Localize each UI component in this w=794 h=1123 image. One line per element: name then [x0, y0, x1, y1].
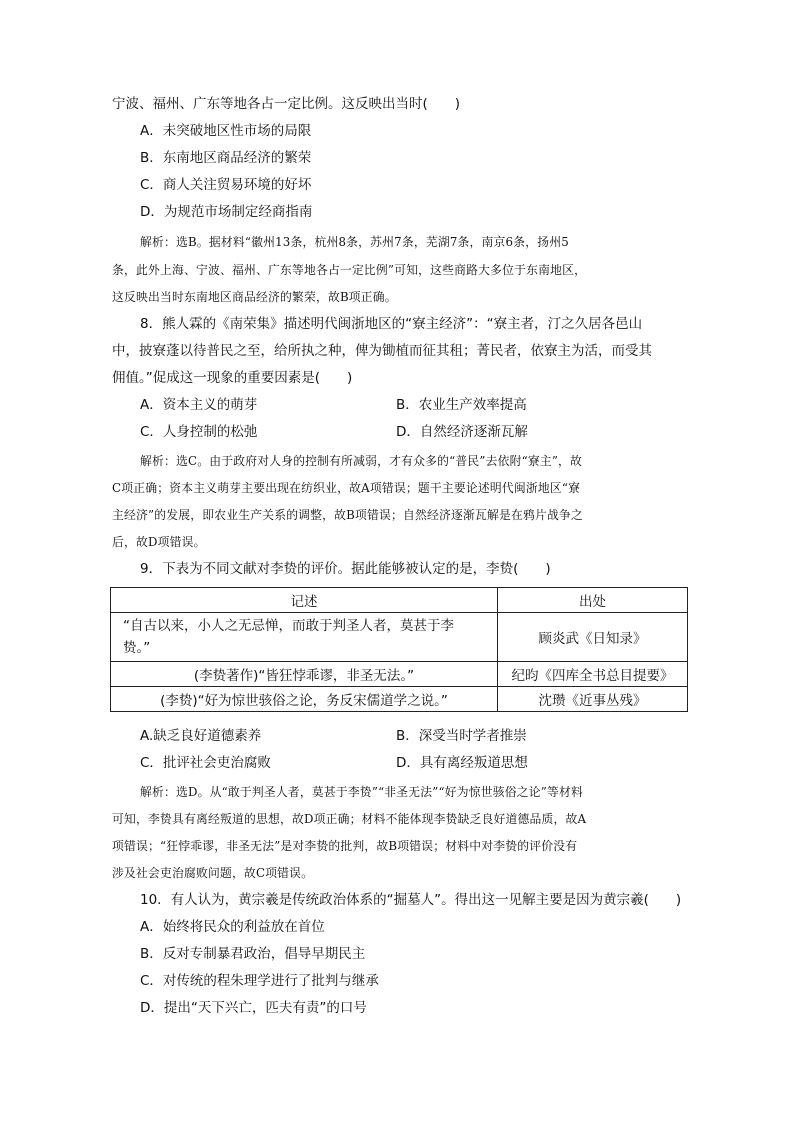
q7-stem-continuation: 宁波、福州、广东等地各占一定比例。这反映出当时( ) [112, 96, 461, 112]
q8-option-b: B．农业生产效率提高 [396, 397, 527, 413]
q7-analysis-line-3: 这反映出当时东南地区商品经济的繁荣，故B项正确。 [112, 290, 397, 304]
q7-option-a: A．未突破地区性市场的局限 [140, 123, 312, 139]
q9-option-c: C．批评社会吏治腐败 [140, 755, 271, 771]
q8-stem-line-2: 中，披寮蓬以待普民之至，给所执之种，俾为锄植而征其租；菁民者，依寮主为活，而受其 [112, 343, 652, 359]
q8-stem-line-3: 佣值。”促成这一现象的重要因素是( ) [112, 370, 353, 386]
q10-option-d: D．提出“天下兴亡，匹夫有责”的口号 [140, 1000, 367, 1016]
table-row [111, 662, 688, 687]
q9-stem: 9．下表为不同文献对李贽的评价。据此能够被认定的是，李贽( ) [140, 561, 551, 577]
table-row [111, 687, 688, 712]
q8-analysis-line-2: C项正确；资本主义萌芽主要出现在纺织业，故A项错误；题干主要论述明代闽浙地区“寮 [112, 481, 581, 495]
table-row [111, 613, 688, 662]
table-cell-record: (李贽著作)“皆狂悖乖谬，非圣无法。” [111, 662, 498, 687]
q10-option-a: A．始终将民众的利益放在首位 [140, 919, 325, 935]
table-cell-record: (李贽)“好为惊世骇俗之论，务反宋儒道学之说。” [111, 687, 498, 712]
q8-option-c: C．人身控制的松弛 [140, 424, 258, 440]
table-header-record: 记述 [111, 588, 498, 613]
q9-analysis-line-2: 可知，李贽具有离经叛道的思想，故D项正确；材料不能体现李贽缺乏良好道德品质，故A [112, 812, 587, 826]
cell-text-line-2: 贽。” [123, 640, 151, 656]
table-header-source: 出处 [498, 588, 688, 613]
table-cell-source: 顾炎武《日知录》 [498, 613, 688, 662]
q9-option-d: D．具有离经叛道思想 [396, 755, 528, 771]
q8-analysis-line-1: 解析：选C。由于政府对人身的控制有所减弱，才有众多的“普民”去依附“寮主”，故 [140, 454, 583, 468]
q7-option-b: B．东南地区商品经济的繁荣 [140, 150, 312, 166]
q8-option-d: D．自然经济逐渐瓦解 [396, 424, 528, 440]
cell-text-line-1: “自古以来，小人之无忌惮，而敢于判圣人者，莫甚于李 [123, 618, 454, 634]
q7-analysis-line-2: 条，此外上海、宁波、福州、广东等地各占一定比例”可知，这些商路大多位于东南地区， [112, 263, 587, 277]
q8-stem-line-1: 8．熊人霖的《南荣集》描述明代闽浙地区的“寮主经济”：“寮主者，汀之久居各邑山 [140, 316, 643, 332]
q7-option-d: D．为规范市场制定经商指南 [140, 204, 313, 220]
q10-option-b: B．反对专制暴君政治，倡导早期民主 [140, 946, 366, 962]
table-cell-source: 纪昀《四库全书总目提要》 [498, 662, 688, 687]
q9-option-b: B．深受当时学者推崇 [396, 728, 527, 744]
table-header-row [111, 588, 688, 613]
q10-option-c: C．对传统的程朱理学进行了批判与继承 [140, 973, 379, 989]
q7-analysis-line-1: 解析：选B。据材料“徽州13条，杭州8条，苏州7条，芜湖7条，南京6条，扬州5 [140, 235, 569, 249]
q8-analysis-line-3: 主经济”的发展，即农业生产关系的调整，故B项错误；自然经济逐渐瓦解是在鸦片战争之 [112, 508, 583, 522]
q9-source-table [110, 587, 688, 712]
table-cell-source: 沈瓒《近事丛残》 [498, 687, 688, 712]
q9-analysis-line-3: 项错误；“狂悖乖谬，非圣无法”是对李贽的批判，故B项错误；材料中对李贽的评价没有 [112, 839, 578, 853]
q10-stem: 10．有人认为，黄宗羲是传统政治体系的“掘墓人”。得出这一见解主要是因为黄宗羲( ) [140, 892, 682, 908]
q7-option-c: C．商人关注贸易环境的好坏 [140, 177, 312, 193]
table-cell-record [111, 613, 498, 662]
q9-analysis-line-4: 涉及社会吏治腐败问题，故C项错误。 [112, 866, 314, 880]
q9-option-a: A.缺乏良好道德素养 [140, 728, 262, 744]
q9-analysis-line-1: 解析：选D。从“敢于判圣人者，莫甚于李贽”“非圣无法”“好为惊世骇俗之论”等材料 [140, 785, 583, 799]
q8-option-a: A．资本主义的萌芽 [140, 397, 258, 413]
q8-analysis-line-4: 后，故D项错误。 [112, 535, 206, 549]
